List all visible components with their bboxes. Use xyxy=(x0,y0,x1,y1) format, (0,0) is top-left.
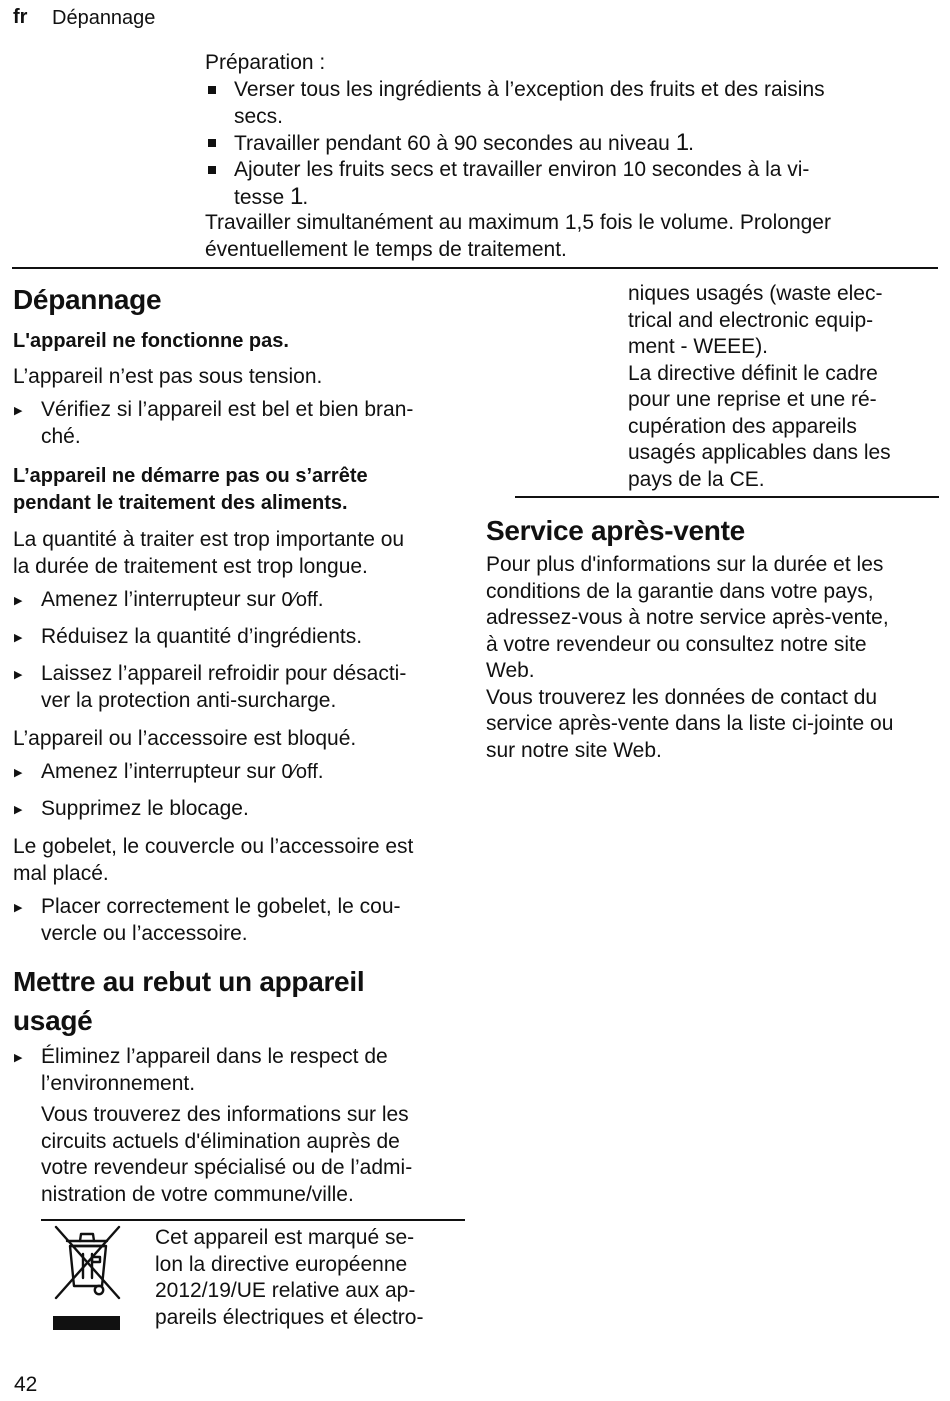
cause-text-2: La quantité à traiter est trop importante ou la durée de traitement est trop longue. xyxy=(13,528,405,578)
triangle-bullet-icon: ▶ xyxy=(14,1052,23,1064)
off-switch-symbol: 0⁄off xyxy=(281,589,318,611)
weee-notice-text: Cet appareil est marqué se- lon la directive européenne 2012/19/UE relative aux ap- pareils électriques et électro- xyxy=(155,1226,424,1329)
triangle-bullet-icon: ▶ xyxy=(14,405,23,417)
square-bullet-icon xyxy=(208,86,216,94)
triangle-bullet-icon: ▶ xyxy=(14,595,23,607)
square-bullet-icon xyxy=(208,166,216,174)
page-number: 42 xyxy=(14,1373,38,1396)
service-heading: Service après-vente xyxy=(486,515,745,546)
cause-text-1: L’appareil n’est pas sous tension. xyxy=(13,365,323,388)
prep-bullet-3: Ajouter les fruits secs et travailler environ 10 secondes à la vi- tesse 1. xyxy=(234,158,810,210)
remedy-3a: Amenez l’interrupteur sur 0⁄off. xyxy=(41,760,324,783)
weee-end-divider xyxy=(515,496,939,498)
weee-notice-continued: niques usagés (waste elec- trical and electronic equip- ment - WEEE). La directive définit le cadre pour une reprise et une ré- cupération des appareils usagés applicables dans les pays de la CE. xyxy=(628,282,891,491)
triangle-bullet-icon: ▶ xyxy=(14,632,23,644)
problem-heading-1: L'appareil ne fonctionne pas. xyxy=(13,330,289,352)
remedy-2a: Amenez l’interrupteur sur 0⁄off. xyxy=(41,588,324,611)
remedy-3b: Supprimez le blocage. xyxy=(41,797,249,820)
prep-closing-text: Travailler simultanément au maximum 1,5 fois le volume. Prolonger éventuellement le temps de traitement. xyxy=(205,211,831,261)
disposal-step: Éliminez l’appareil dans le respect de l’environnement. xyxy=(41,1045,388,1095)
disposal-info: Vous trouverez des informations sur les circuits actuels d'élimination auprès de votre revendeur spécialisé ou de l’admi- nistration de votre commune/ville. xyxy=(41,1103,413,1206)
level-symbol: 1 xyxy=(675,129,689,156)
remedy-1: Vérifiez si l’appareil est bel et bien bran- ché. xyxy=(41,398,414,448)
service-text: Pour plus d'informations sur la durée et les conditions de la garantie dans votre pays, adressez-vous à notre service après-vente, à votre revendeur ou consultez notre site Web. Vous trouverez les données de contact du service après-vente dans la liste ci-jointe ou sur notre site Web. xyxy=(486,553,894,762)
language-code: fr xyxy=(13,6,28,28)
cause-text-4: Le gobelet, le couvercle ou l’accessoire est mal placé. xyxy=(13,835,414,885)
preparation-label: Préparation : xyxy=(205,51,326,74)
depannage-heading: Dépannage xyxy=(13,284,162,315)
remedy-2c: Laissez l’appareil refroidir pour désacti- ver la protection anti-surcharge. xyxy=(41,662,407,712)
cause-text-3: L’appareil ou l’accessoire est bloqué. xyxy=(13,727,357,750)
level-symbol: 1 xyxy=(290,182,303,210)
remedy-2b: Réduisez la quantité d’ingrédients. xyxy=(41,625,363,648)
running-header-title: Dépannage xyxy=(52,7,156,29)
off-switch-symbol: 0⁄off xyxy=(281,761,318,783)
triangle-bullet-icon: ▶ xyxy=(14,804,23,816)
square-bullet-icon xyxy=(208,139,216,147)
section-divider xyxy=(12,267,938,269)
triangle-bullet-icon: ▶ xyxy=(14,902,23,914)
prep-bullet-2: Travailler pendant 60 à 90 secondes au niveau 1. xyxy=(234,129,694,156)
triangle-bullet-icon: ▶ xyxy=(14,669,23,681)
triangle-bullet-icon: ▶ xyxy=(14,767,23,779)
weee-divider xyxy=(41,1219,465,1221)
prep-bullet-1: Verser tous les ingrédients à l’exception des fruits et des raisins secs. xyxy=(234,78,825,128)
problem-heading-2: L’appareil ne démarre pas ou s’arrête pendant le traitement des aliments. xyxy=(13,465,368,514)
disposal-heading: Mettre au rebut un appareil usagé xyxy=(13,966,365,1036)
crossed-out-wheelie-bin-icon xyxy=(50,1224,124,1334)
remedy-4: Placer correctement le gobelet, le cou- vercle ou l’accessoire. xyxy=(41,895,401,945)
